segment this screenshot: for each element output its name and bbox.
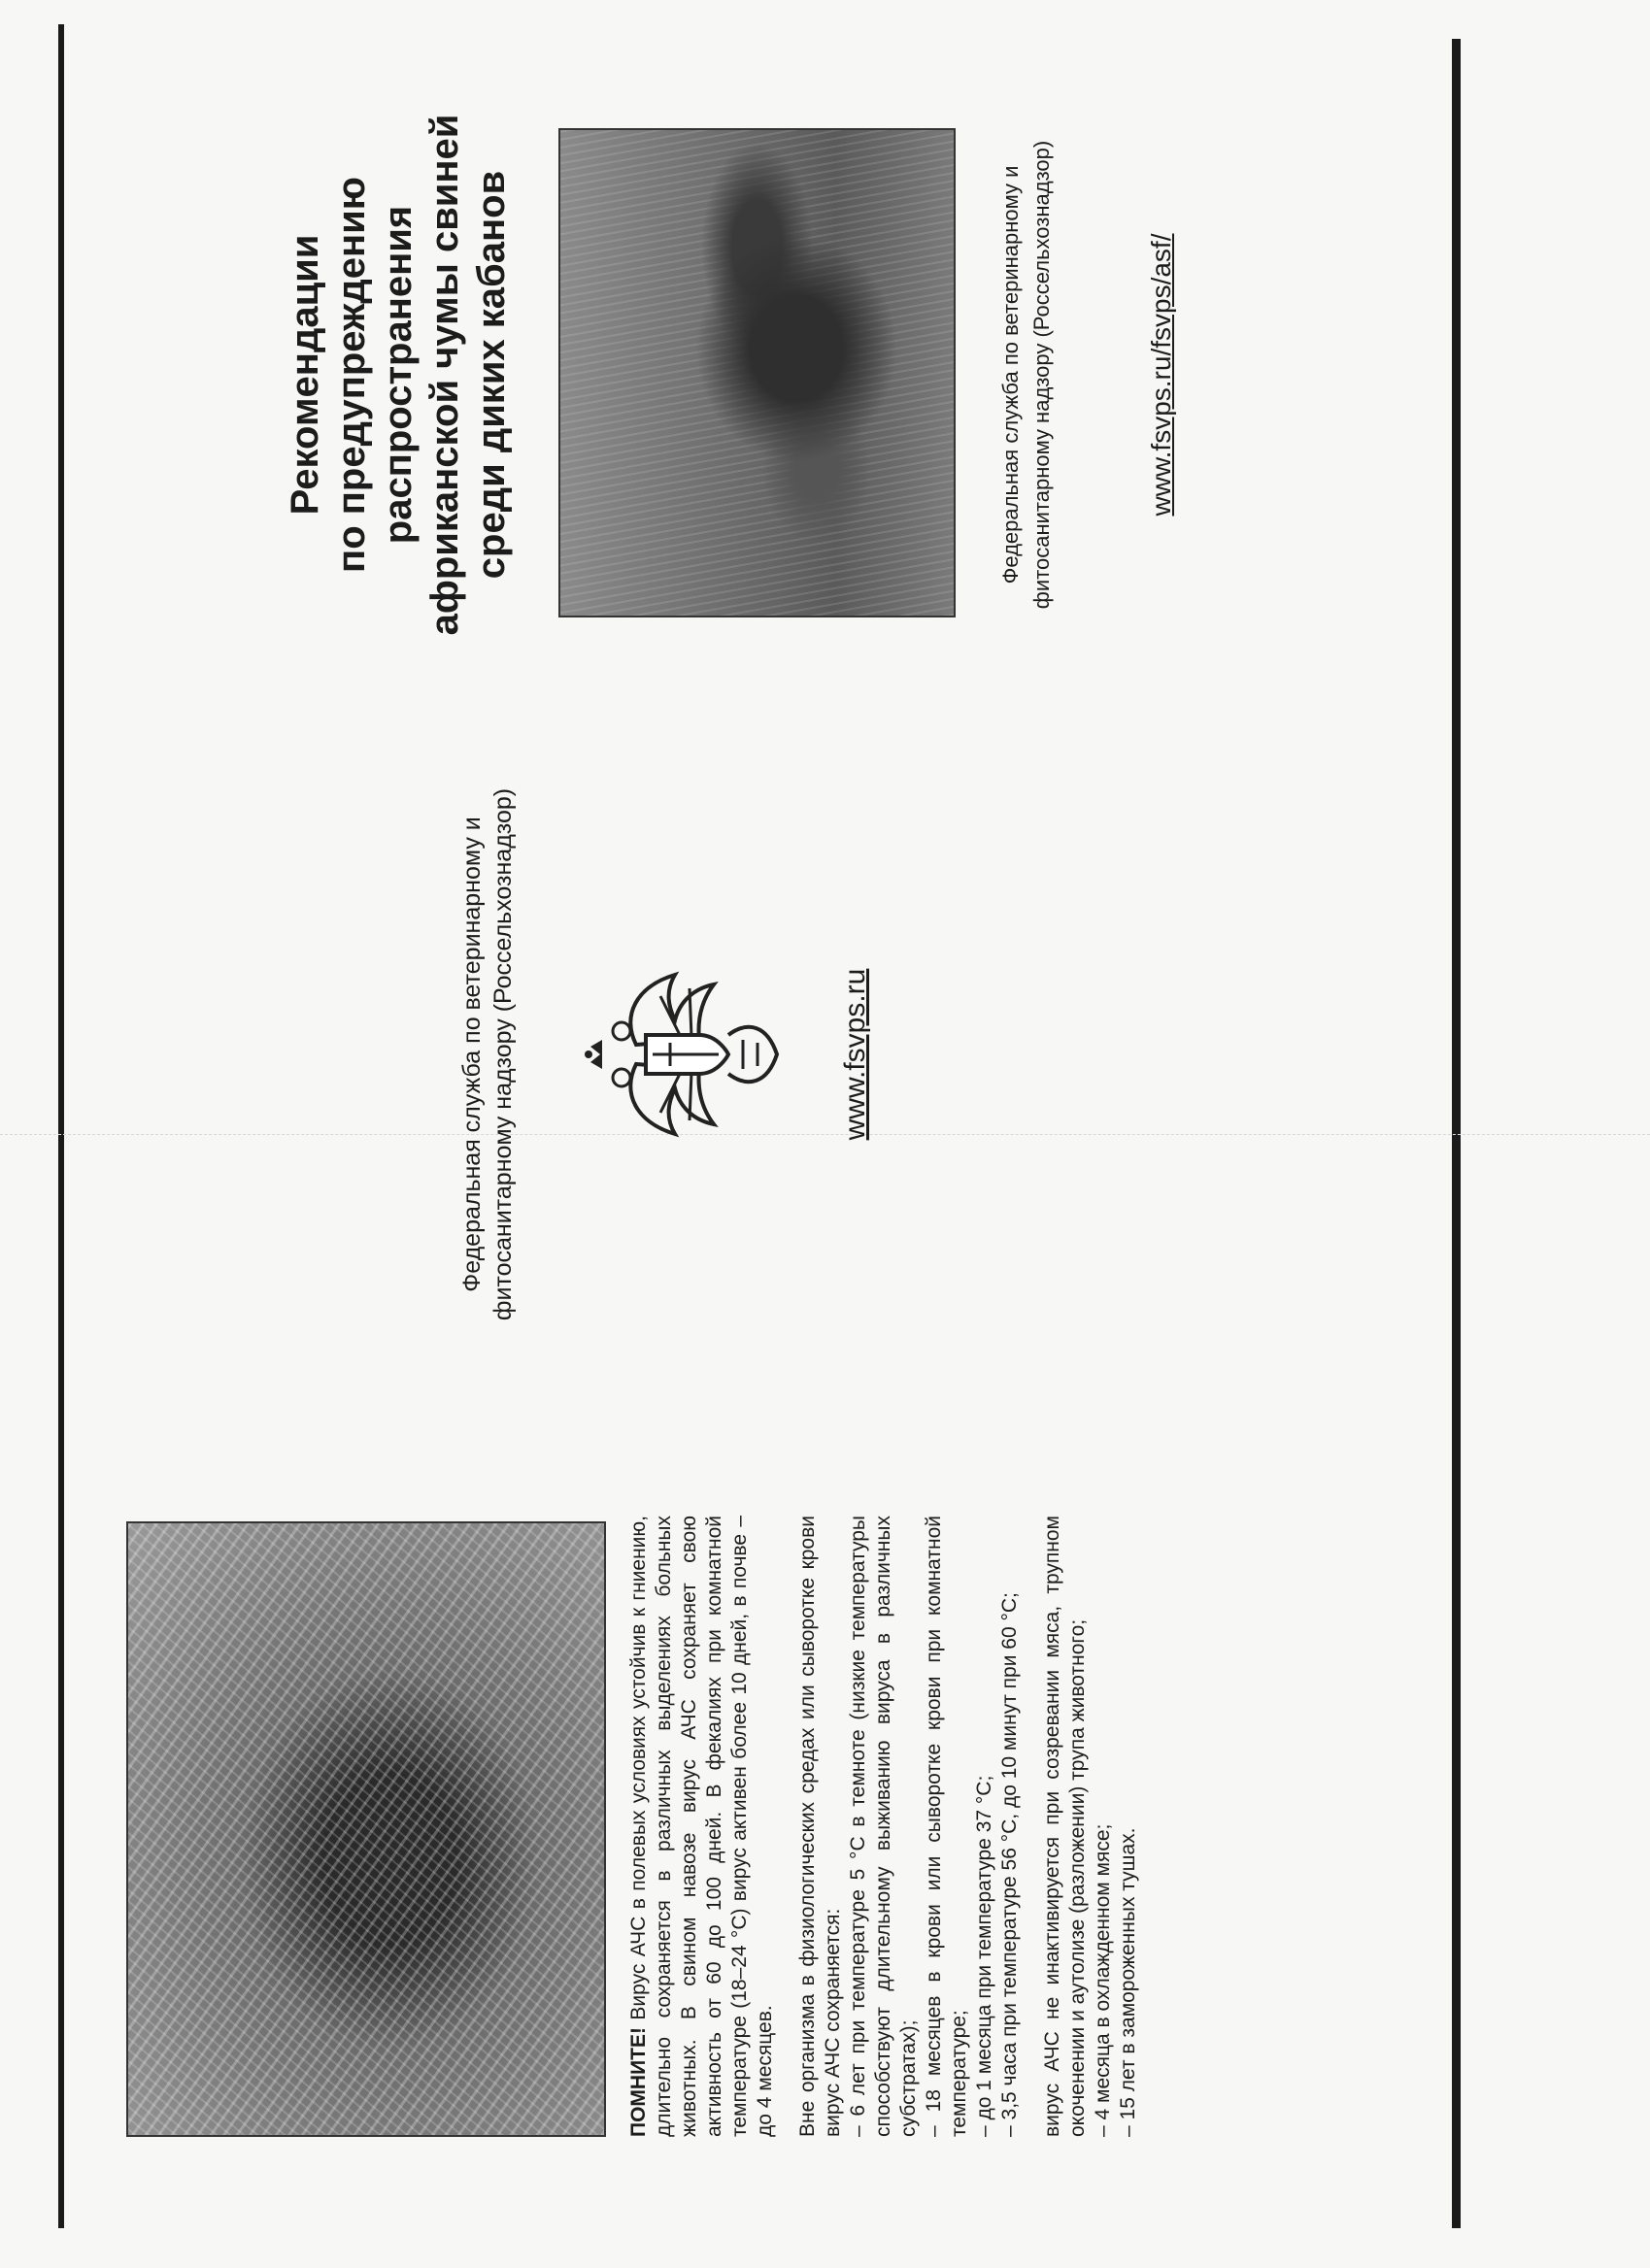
remember-text: Вирус АЧС в полевых условиях устойчив к гниению, длительно сохраняется в различных выделениях больных животных. В свином навозе вирус АЧС сохраняет свою активность от 60 до 100 дней. В фекалиях при комнатной температуре (18–24 °С) вирус активен более 10 дней, в почве – до 4 месяцев.	[627, 1516, 776, 2137]
outside-intro: Вне организма в физиологических средах или сыворотке крови вирус АЧС сохраняется:	[796, 1516, 844, 2137]
panel-middle	[0, 715, 1650, 1394]
rosselkhoznadzor-emblem-icon	[583, 967, 787, 1142]
list-item: – 6 лет при температуре 5 °С в темноте (низкие температуры способствуют длительному выживанию вируса в различных субстратах);	[847, 1516, 920, 2137]
meat-list	[1091, 1516, 1141, 2137]
carcass-photo	[126, 1521, 606, 2137]
list-item: – 4 месяца в охлажденном мясе;	[1092, 1823, 1114, 2137]
title-line: среди диких кабанов	[470, 170, 513, 580]
meat-intro: вирус АЧС не инактивируется при созревании мяса, трупном окоченении и аутолизе (разложении) трупа животного;	[1041, 1516, 1089, 2137]
title-line: Рекомендации	[284, 234, 326, 516]
brochure-title	[282, 54, 515, 695]
right-website-link[interactable]: www.fsvps.ru/fsvps/asf/	[1146, 233, 1176, 517]
title-line: распространения	[377, 205, 420, 545]
title-line: африканской чумы свиней	[423, 114, 466, 636]
wild-boars-photo	[558, 128, 956, 617]
panel-right	[0, 35, 1650, 715]
list-item: – 3,5 часа при температуре 56 °С, до 10 минут при 60 °С;	[998, 1592, 1021, 2137]
title-line: по предупреждению	[330, 177, 373, 573]
list-item: – 15 лет в замороженных тушах.	[1117, 1827, 1139, 2137]
middle-website-link[interactable]: www.fsvps.ru	[839, 968, 871, 1141]
middle-agency-name: Федеральная служба по ветеринарному и фитосанитарному надзору (Россельхознадзор)	[458, 787, 517, 1321]
panel-left	[0, 1452, 1650, 2190]
right-agency-name: Федеральная служба по ветеринарному и фитосанитарному надзору (Россельхознадзор)	[998, 140, 1054, 610]
remember-paragraph	[626, 1516, 778, 2137]
list-item: – до 1 месяца при температуре 37 °С;	[973, 1775, 995, 2137]
outside-list	[846, 1516, 1023, 2137]
list-item: – 18 месяцев в крови или сыворотке крови при комнатной температуре;	[923, 1516, 970, 2137]
remember-label: ПОМНИТЕ!	[627, 2026, 650, 2137]
asf-info-text	[626, 1516, 1159, 2137]
